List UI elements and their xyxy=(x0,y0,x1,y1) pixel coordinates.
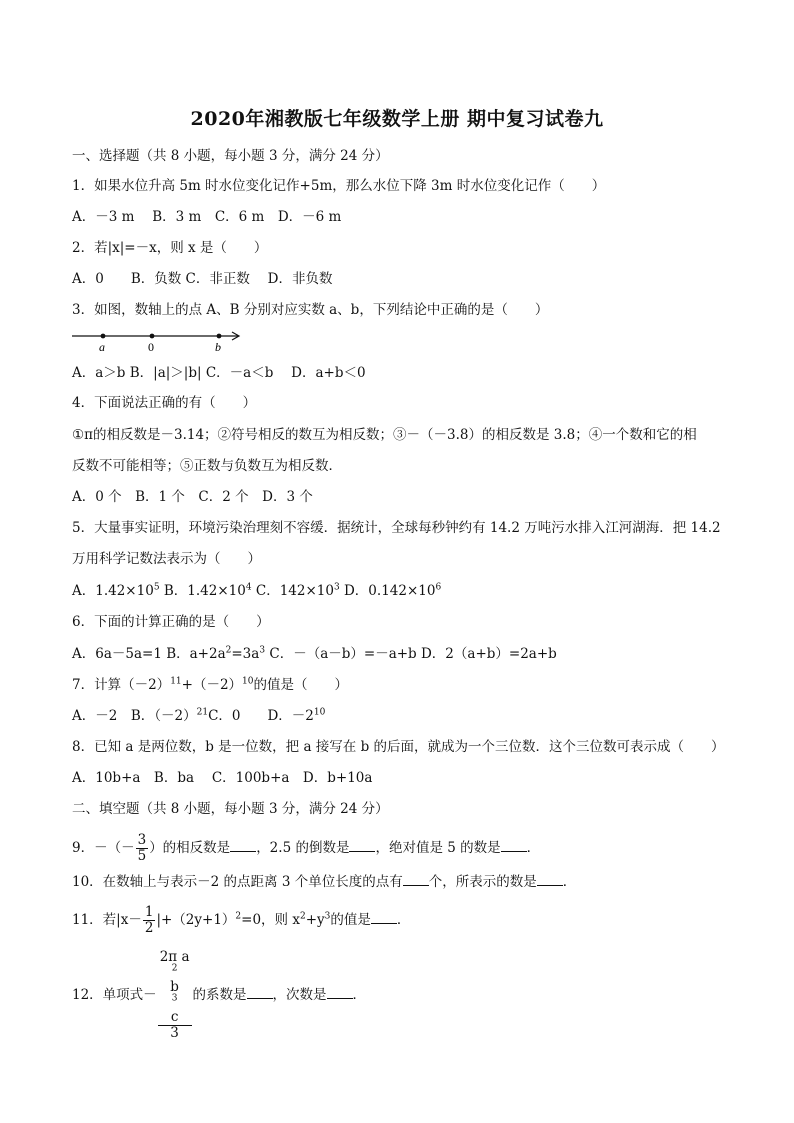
question-10: 10．在数轴上与表示－2 的点距离 3 个单位长度的点有 个，所表示的数是 ． xyxy=(72,874,577,890)
answer-blank xyxy=(349,839,375,852)
question-4-options: A．0 个 B．1 个 C．2 个 D．3 个 xyxy=(72,489,313,505)
question-6-options: A．6a－5a=1 B．$a+2a^2=3a^3$ C．－（a－b）=－a+b D．2（a+b）=2a+b xyxy=(72,645,557,662)
question-3-options: A．a＞b B．|a|＞|b| C．－a＜b D．a+b＜0 xyxy=(72,365,366,381)
question-1-options: A．－3 m B．3 m C．6 m D．－6 m xyxy=(72,209,342,225)
fraction-monomial: 2π a $^2$ b $^3$ c 3 xyxy=(159,949,190,1041)
question-4: 4．下面说法正确的有（ ） xyxy=(72,395,257,411)
section-heading-choice: 一、选择题（共 8 小题，每小题 3 分，满分 24 分） xyxy=(72,148,389,164)
page-title: 2020年湘教版七年级数学上册 期中复习试卷九 xyxy=(190,108,604,130)
question-7-options: A．－2 B．$(-2)^{21}C$．0 D．$-2^{10}$ xyxy=(72,707,326,724)
label-b: b xyxy=(215,340,221,354)
label-a: a xyxy=(99,340,105,354)
point-b xyxy=(217,334,222,339)
point-zero xyxy=(150,334,155,339)
question-1: 1．如果水位升高 5m 时水位变化记作+5m，那么水位下降 3m 时水位变化记作（ ） xyxy=(72,178,606,194)
question-5-line1: 5．大量事实证明，环境污染治理刻不容缓．据统计，全球每秒钟约有 14.2 万吨污水排入江河湖海．把 14.2 xyxy=(72,520,721,536)
fraction-1-2: $\frac{1}{2}$ xyxy=(144,904,154,936)
question-4-statement-line2: 反数不可能相等；⑤正数与负数互为相反数． xyxy=(72,458,342,474)
question-4-statement-line1: ①π的相反数是－3.14；②符号相反的数互为相反数；③－（－3.8）的相反数是 3.8；④一个数和它的相 xyxy=(72,427,697,443)
question-9: 9．－（－ $\frac{3}{5}$ ）的相反数是 ，2.5 的倒数是 ，绝对值是 5 的数是 ． xyxy=(72,832,541,864)
question-5-options: A．$1.42\times 10^5$ B．$1.42\times 10^4$ C．$142\times 10^3$ D．$0.142\times 10^6$ xyxy=(72,582,442,599)
question-7: 7．计算$(-2)^{11}+(-2)^{10}$的值是（ ） xyxy=(72,676,348,693)
question-8-options: A．10b+a B．ba C．100b+a D．b+10a xyxy=(72,770,373,786)
question-11: 11．若|x－ $\frac{1}{2}$ $|+(2y+1)^2=0$，则 $x^2+y^3$的值是 ． xyxy=(72,904,411,936)
fraction-3-5: $\frac{3}{5}$ xyxy=(137,832,147,864)
question-12: 12．单项式－ 2π a $^2$ b $^3$ c 3 的系数是 ，次数是 ． xyxy=(72,949,366,1041)
label-zero: 0 xyxy=(148,340,154,354)
question-5-line2: 万用科学记数法表示为（ ） xyxy=(72,551,261,567)
answer-blank xyxy=(247,986,273,999)
question-6: 6．下面的计算正确的是（ ） xyxy=(72,614,270,630)
answer-blank xyxy=(403,873,429,886)
question-3: 3．如图，数轴上的点 A、B 分别对应实数 a、b，下列结论中正确的是（ ） xyxy=(72,302,549,318)
question-2: 2．若|x|=－x，则 x 是（ ） xyxy=(72,240,268,256)
point-a xyxy=(101,334,106,339)
answer-blank xyxy=(327,986,353,999)
answer-blank xyxy=(501,839,527,852)
number-line-figure xyxy=(72,326,252,354)
answer-blank xyxy=(371,911,397,924)
answer-blank xyxy=(230,839,256,852)
section-heading-fill: 二、填空题（共 8 小题，每小题 3 分，满分 24 分） xyxy=(72,801,389,817)
question-8: 8．已知 a 是两位数，b 是一位数，把 a 接写在 b 的后面，就成为一个三位数．这个三位数可表示成（ ） xyxy=(72,739,725,755)
question-2-options: A．0 B．负数 C．非正数 D．非负数 xyxy=(72,271,333,287)
answer-blank xyxy=(537,873,563,886)
